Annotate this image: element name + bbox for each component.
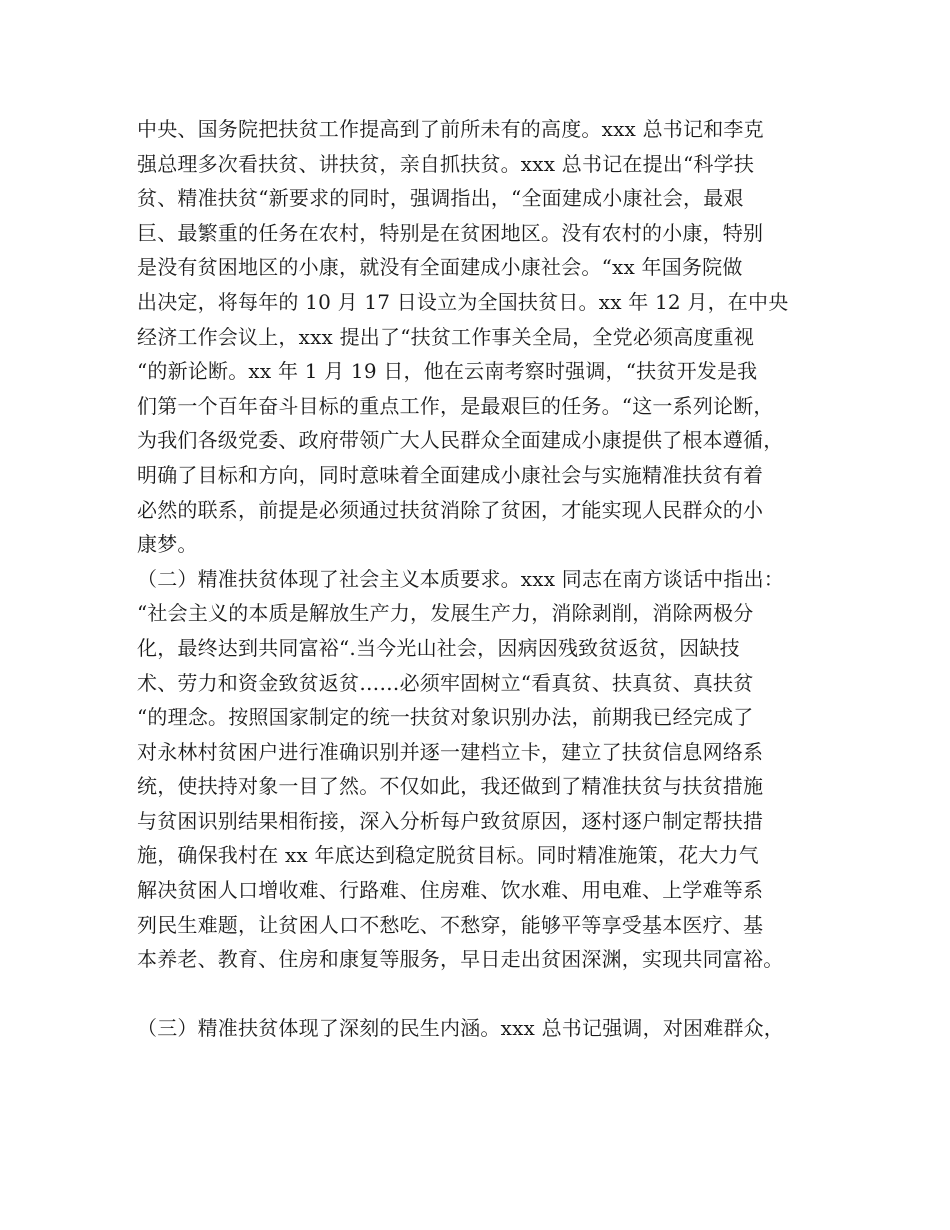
text-line: 与贫困识别结果相衔接，深入分析每户致贫原因，逐村逐户制定帮扶措 bbox=[137, 808, 764, 833]
document-body bbox=[137, 112, 827, 1046]
text-line: 巨、最繁重的任务在农村，特别是在贫困地区。没有农村的小康，特别 bbox=[137, 220, 764, 245]
text-line: 必然的联系，前提是必须通过扶贫消除了贫困，才能实现人民群众的小 bbox=[137, 497, 764, 522]
text-line: 们第一个百年奋斗目标的重点工作，是最艰巨的任务。“这一系列论断， bbox=[137, 393, 774, 418]
text-line: 明确了目标和方向，同时意味着全面建成小康社会与实施精准扶贫有着 bbox=[137, 462, 764, 487]
paragraph-3 bbox=[137, 1011, 827, 1046]
text-line: 对永林村贫困户进行准确识别并逐一建档立卡，建立了扶贫信息网络系 bbox=[137, 739, 764, 764]
text-line: “的新论断。xx 年 1 月 19 日，他在云南考察时强调，“扶贫开发是我 bbox=[137, 359, 758, 384]
text-line: 化，最终达到共同富裕“.当今光山社会，因病因残致贫返贫，因缺技 bbox=[137, 635, 740, 660]
text-line: 统，使扶持对象一目了然。不仅如此，我还做到了精准扶贫与扶贫措施 bbox=[137, 774, 764, 799]
text-line: （二）精准扶贫体现了社会主义本质要求。xxx 同志在南方谈话中指出： bbox=[137, 566, 784, 591]
text-line: 出决定，将每年的 10 月 17 日设立为全国扶贫日。xx 年 12 月，在中央 bbox=[137, 289, 789, 314]
paragraph-spacer bbox=[137, 977, 827, 1012]
text-line: “社会主义的本质是解放生产力，发展生产力，消除剥削，消除两极分 bbox=[137, 601, 754, 626]
text-line: 中央、国务院把扶贫工作提高到了前所未有的高度。xxx 总书记和李克 bbox=[137, 117, 764, 141]
paragraph-2 bbox=[137, 562, 827, 977]
paragraph-1 bbox=[137, 112, 827, 562]
text-line: 术、劳力和资金致贫返贫……必须牢固树立“看真贫、扶真贫、真扶贫 bbox=[137, 670, 754, 695]
text-line: 本养老、教育、住房和康复等服务，早日走出贫困深渊，实现共同富裕。 bbox=[137, 947, 784, 972]
text-line: 列民生难题，让贫困人口不愁吃、不愁穿，能够平等享受基本医疗、基 bbox=[137, 912, 764, 937]
text-line: 经济工作会议上，xxx 提出了“扶贫工作事关全局，全党必须高度重视 bbox=[137, 324, 755, 349]
text-line: 强总理多次看扶贫、讲扶贫，亲自抓扶贫。xxx 总书记在提出“科学扶 bbox=[137, 151, 755, 176]
text-line: 施，确保我村在 xx 年底达到稳定脱贫目标。同时精准施策，花大力气 bbox=[137, 843, 759, 868]
text-line: 康梦。 bbox=[137, 532, 198, 557]
text-line: 为我们各级党委、政府带领广大人民群众全面建成小康提供了根本遵循， bbox=[137, 428, 784, 453]
text-line: 解决贫困人口增收难、行路难、住房难、饮水难、用电难、上学难等系 bbox=[137, 878, 764, 903]
text-line: 是没有贫困地区的小康，就没有全面建成小康社会。“xx 年国务院做 bbox=[137, 255, 743, 280]
text-line: “的理念。按照国家制定的统一扶贫对象识别办法，前期我已经完成了 bbox=[137, 705, 754, 730]
text-line: 贫、精准扶贫“新要求的同时，强调指出，“全面建成小康社会，最艰 bbox=[137, 186, 744, 211]
text-line: （三）精准扶贫体现了深刻的民生内涵。xxx 总书记强调，对困难群众， bbox=[137, 1016, 784, 1041]
